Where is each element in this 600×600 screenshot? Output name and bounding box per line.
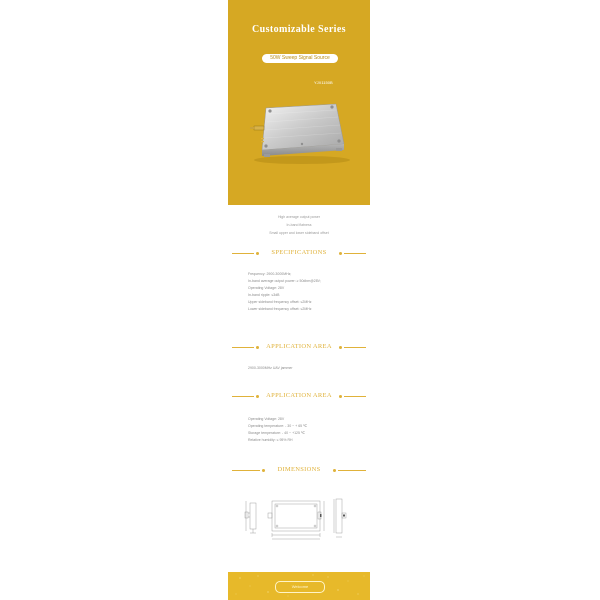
spec-item: Frequency: 2900-3000MHz; <box>248 272 292 276</box>
specifications-list <box>248 271 358 313</box>
spec-item: In-band average output power: ≥ 50dbm@28V; <box>248 279 321 283</box>
section-title: APPLICATION AREA <box>266 392 332 399</box>
conditions-list <box>248 416 358 444</box>
condition-item: Storage temperature: - 40 ~ +125 ℃ <box>248 431 305 435</box>
product-page <box>228 0 370 600</box>
section-header-dimensions <box>228 466 370 474</box>
divider-dot <box>339 395 342 398</box>
divider-line <box>338 470 366 471</box>
footer-banner <box>228 572 370 600</box>
application-item: 2900-3000MHz UAV jammer <box>248 366 293 370</box>
application-list <box>248 365 358 372</box>
spec-item: Operating Voltage: 28V <box>248 286 285 290</box>
divider-line <box>344 396 366 397</box>
section-title: APPLICATION AREA <box>266 343 332 350</box>
feature-summary <box>228 213 370 237</box>
feature-line: High average output power <box>277 215 321 219</box>
hero-banner <box>228 0 370 205</box>
feature-line: In-band flatness <box>286 223 312 227</box>
section-title: DIMENSIONS <box>277 466 321 473</box>
product-name-badge: 50W Sweep Signal Source <box>262 54 338 63</box>
product-image <box>228 98 370 168</box>
divider-dot <box>333 469 336 472</box>
condition-item: Relative humidity: ≤ 95% RH <box>248 438 293 442</box>
condition-item: Operating temperature: - 30 ~ + 65 ℃ <box>248 424 307 428</box>
hero-title: Customizable Series <box>252 24 346 35</box>
divider-line <box>344 253 366 254</box>
section-header-application <box>228 343 370 351</box>
welcome-badge: Welcome <box>275 581 325 593</box>
dimension-drawing <box>242 495 356 549</box>
condition-item: Operating Voltage: 28V <box>248 417 285 421</box>
section-header-conditions <box>228 392 370 400</box>
section-header-specifications <box>228 249 370 257</box>
divider-dot <box>339 252 342 255</box>
model-number: YJX1150B <box>314 80 333 85</box>
spec-item: Lower sideband frequency offset: ≤2MHz <box>248 307 312 311</box>
spec-item: In-band ripple: ≤3dB <box>248 293 280 297</box>
divider-line <box>344 347 366 348</box>
feature-line: Small upper and lower sideband offset <box>269 231 329 235</box>
divider-dot <box>339 346 342 349</box>
section-title: SPECIFICATIONS <box>271 249 327 256</box>
spec-item: Upper sideband frequency offset: ≤2MHz <box>248 300 312 304</box>
